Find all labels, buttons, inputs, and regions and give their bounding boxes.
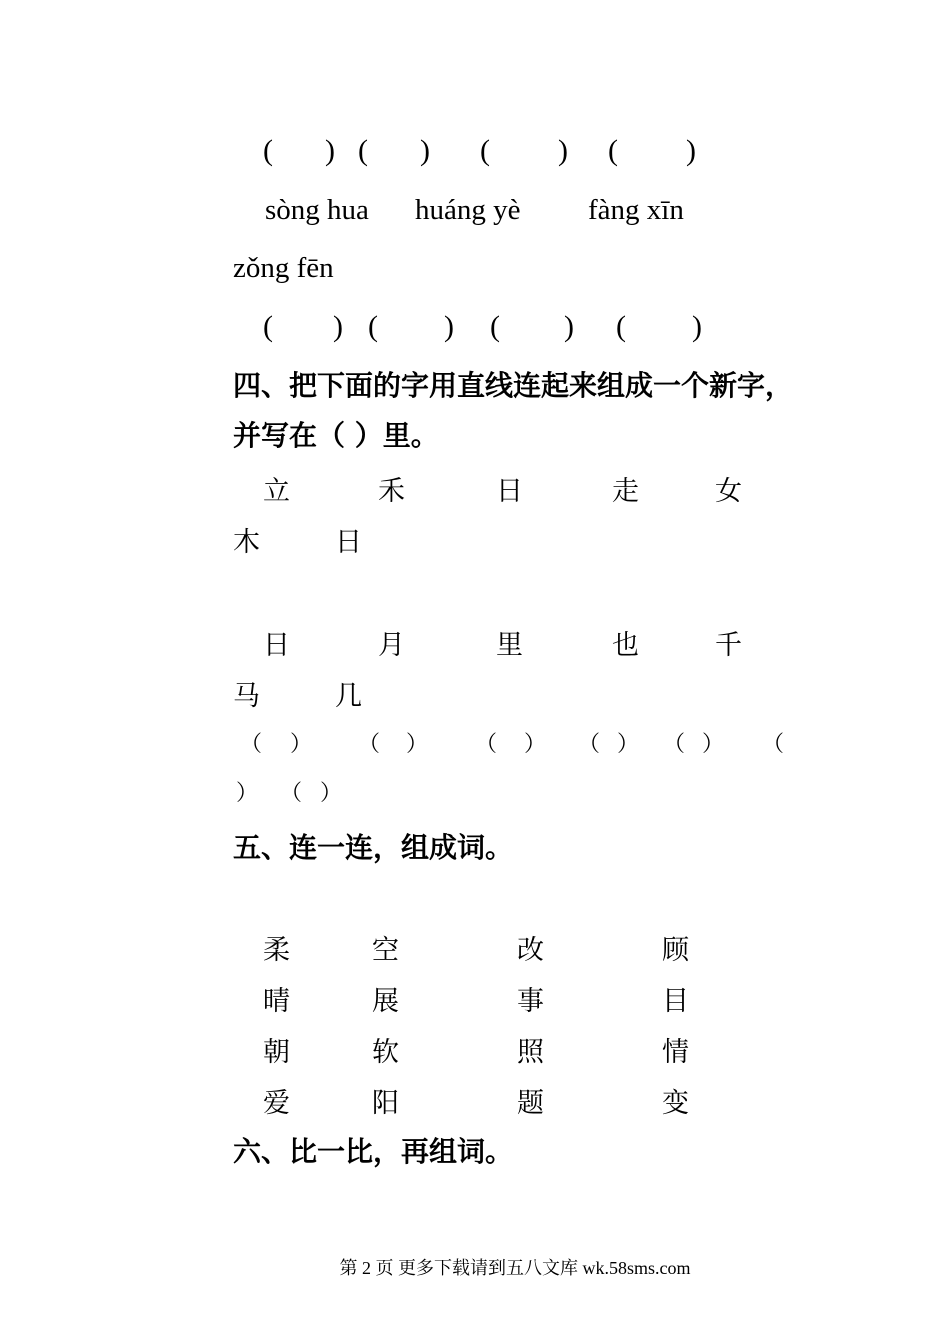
paren-close: ) — [564, 310, 574, 343]
paren-close: ) — [558, 134, 568, 167]
character: 几 — [335, 681, 362, 712]
answer-paren: （ — [663, 732, 686, 757]
character: 走 — [612, 476, 639, 507]
character: 女 — [715, 476, 742, 507]
answer-paren: ） — [290, 732, 313, 757]
word-character: 软 — [372, 1037, 399, 1068]
character: 木 — [233, 527, 260, 558]
answer-paren: ） — [702, 732, 725, 757]
word-character: 情 — [662, 1037, 689, 1068]
answer-paren: ） — [524, 732, 547, 757]
paren-close: ) — [444, 310, 454, 343]
character: 也 — [612, 630, 639, 661]
paren-close: ) — [686, 134, 696, 167]
paren-open: ( — [263, 310, 273, 343]
pinyin-item: sòng hua — [265, 194, 369, 226]
paren-open: ( — [616, 310, 626, 343]
page-footer: 第 2 页 更多下载请到五八文库 wk.58sms.com — [339, 1258, 691, 1278]
word-character: 顾 — [662, 935, 689, 966]
section-6-heading: 六、比一比，再组词。 — [233, 1135, 514, 1168]
paren-open: ( — [608, 134, 618, 167]
word-character: 变 — [662, 1088, 689, 1119]
word-character: 题 — [517, 1088, 544, 1119]
word-character: 柔 — [263, 935, 290, 966]
word-character: 改 — [517, 935, 544, 966]
section-4-heading: 四、把下面的字用直线连起来组成一个新字， — [233, 369, 794, 402]
answer-paren: ） — [617, 732, 640, 757]
word-character: 展 — [372, 986, 399, 1017]
word-character: 晴 — [263, 986, 290, 1017]
word-character: 爱 — [263, 1088, 290, 1119]
answer-paren: （ — [762, 732, 785, 757]
paren-close: ) — [325, 134, 335, 167]
paren-open: ( — [358, 134, 368, 167]
answer-paren: ） — [320, 781, 343, 806]
word-character: 朝 — [263, 1037, 290, 1068]
character: 立 — [263, 476, 290, 507]
pinyin-item: zǒng fēn — [233, 252, 334, 284]
answer-paren: （ — [358, 732, 381, 757]
answer-paren: （ — [578, 732, 601, 757]
answer-paren: （ — [240, 732, 263, 757]
character: 里 — [496, 630, 523, 661]
paren-open: ( — [480, 134, 490, 167]
answer-paren: （ — [280, 781, 303, 806]
section-5-heading: 五、连一连，组成词。 — [233, 831, 514, 864]
word-character: 阳 — [372, 1088, 399, 1119]
pinyin-item: fàng xīn — [588, 194, 684, 226]
character: 日 — [263, 630, 290, 661]
paren-open: ( — [368, 310, 378, 343]
paren-open: ( — [490, 310, 500, 343]
answer-paren: （ — [475, 732, 498, 757]
answer-paren: ） — [406, 732, 429, 757]
word-character: 照 — [517, 1037, 544, 1068]
character: 日 — [496, 476, 523, 507]
word-character: 目 — [662, 986, 689, 1017]
paren-close: ) — [420, 134, 430, 167]
character: 月 — [378, 630, 405, 661]
character: 日 — [335, 527, 362, 558]
character: 千 — [715, 630, 742, 661]
character: 禾 — [378, 476, 405, 507]
pinyin-item: huáng yè — [415, 194, 521, 226]
paren-open: ( — [263, 134, 273, 167]
section-4-heading-continued: 并写在（ ）里。 — [233, 419, 439, 452]
character: 马 — [233, 681, 260, 712]
paren-close: ) — [692, 310, 702, 343]
word-character: 事 — [517, 986, 544, 1017]
word-character: 空 — [372, 935, 399, 966]
paren-close: ) — [333, 310, 343, 343]
answer-paren: ） — [236, 781, 259, 806]
